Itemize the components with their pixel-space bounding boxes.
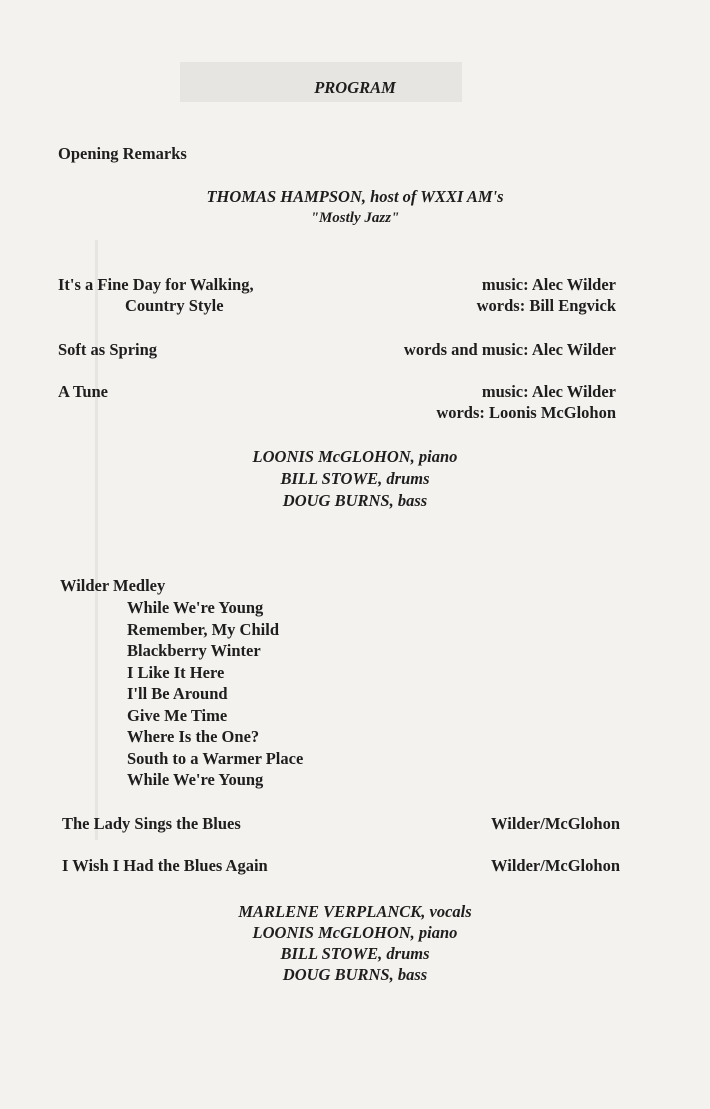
medley-song: I'll Be Around: [127, 684, 228, 703]
medley-song: Give Me Time: [127, 706, 228, 725]
medley-song: Blackberry Winter: [127, 641, 261, 660]
medley-song: South to a Warmer Place: [127, 749, 304, 768]
song-credit: music: Alec Wilder: [481, 382, 616, 401]
performer: LOONIS McGLOHON, piano: [252, 447, 458, 466]
page-title: PROGRAM: [314, 78, 396, 97]
song-title-cont: Country Style: [125, 296, 224, 315]
song-title: I Wish I Had the Blues Again: [62, 856, 268, 875]
medley-song: Where Is the One?: [127, 727, 260, 746]
song-credit: words: Bill Engvick: [476, 296, 616, 315]
song-title: It's a Fine Day for Walking,: [58, 275, 254, 294]
performer: BILL STOWE, drums: [280, 944, 430, 963]
medley-song: I Like It Here: [127, 663, 225, 682]
song-title: A Tune: [58, 382, 108, 401]
medley-song: While We're Young: [127, 598, 264, 617]
song-credit: Wilder/McGlohon: [491, 856, 620, 875]
song-title: The Lady Sings the Blues: [62, 814, 241, 833]
host-line-1: THOMAS HAMPSON, host of WXXI AM's: [206, 187, 504, 206]
song-credit: words and music: Alec Wilder: [403, 340, 616, 359]
bleed-through-rule: [95, 240, 98, 840]
opening-remarks: Opening Remarks: [58, 144, 187, 163]
host-line-2: "Mostly Jazz": [310, 210, 400, 226]
song-credit: Wilder/McGlohon: [491, 814, 620, 833]
performer: DOUG BURNS, bass: [282, 491, 428, 510]
song-credit: music: Alec Wilder: [481, 275, 616, 294]
song-credit: words: Loonis McGlohon: [436, 403, 616, 422]
performer: DOUG BURNS, bass: [282, 965, 428, 984]
medley-title: Wilder Medley: [60, 576, 166, 595]
performer: BILL STOWE, drums: [280, 469, 430, 488]
medley-song: Remember, My Child: [127, 620, 279, 639]
song-title: Soft as Spring: [58, 340, 158, 359]
performer: MARLENE VERPLANCK, vocals: [238, 902, 472, 921]
performer: LOONIS McGLOHON, piano: [252, 923, 458, 942]
medley-song: While We're Young: [127, 770, 264, 789]
